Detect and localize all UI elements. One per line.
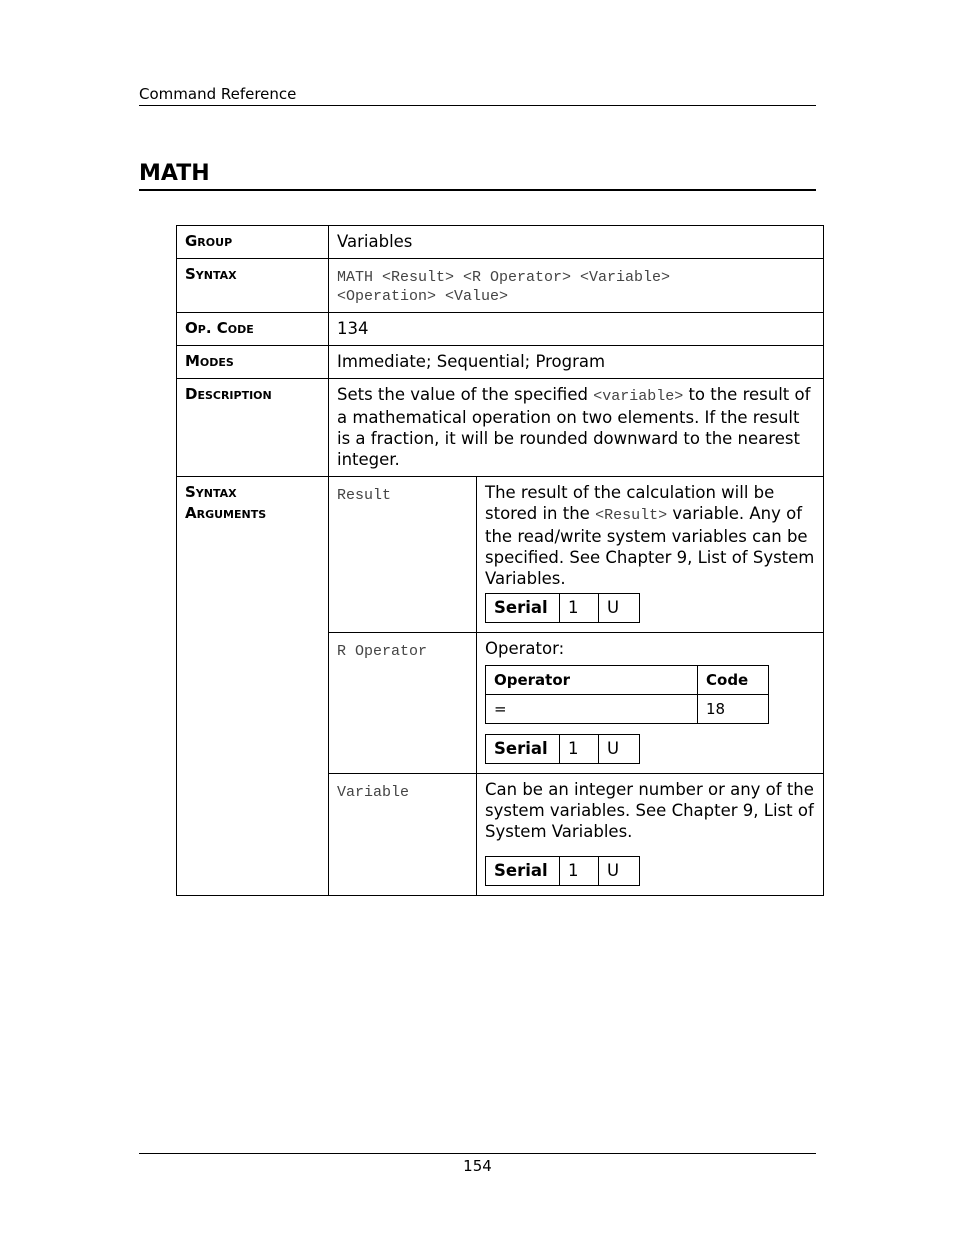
arg-description [477, 477, 824, 633]
serial-table [485, 734, 640, 764]
page-number: 154 [463, 1157, 492, 1175]
description-text-2: to the result of a mathematical operation on two elements. If the result is a fraction, it will be rounded downward to the nearest integer. [337, 385, 811, 469]
opcode-value: 134 [329, 313, 824, 346]
code-header: Code [698, 666, 769, 695]
arg-description-text: Can be an integer number or any of the system variables. See Chapter 9, List of System Variables. [485, 780, 814, 841]
syntax-arguments-label-line2: Arguments [185, 504, 267, 522]
arg-name: Result [329, 477, 477, 633]
serial-key: Serial [486, 735, 560, 764]
command-table [176, 225, 824, 896]
syntax-arguments-label-line1: Syntax [185, 483, 237, 501]
operator-cell: = [486, 695, 698, 724]
modes-row [177, 346, 824, 379]
group-label: Group [177, 226, 329, 259]
description-code: <variable> [593, 388, 684, 405]
syntax-line-1: MATH <Result> <R Operator> <Variable> [337, 269, 671, 286]
opcode-row [177, 313, 824, 346]
syntax-value [329, 259, 824, 313]
serial-table [485, 856, 640, 886]
operator-table [485, 665, 769, 724]
syntax-row [177, 259, 824, 313]
group-row [177, 226, 824, 259]
arg-description-text: Operator: [485, 639, 565, 658]
operator-header: Operator [486, 666, 698, 695]
running-header: Command Reference [139, 84, 816, 106]
page-title: MATH [139, 160, 816, 191]
description-row [177, 379, 824, 477]
operator-table-row [486, 695, 769, 724]
serial-value-2: U [599, 735, 640, 764]
code-cell: 18 [698, 695, 769, 724]
description-value [329, 379, 824, 477]
arg-desc-text-1: The result of the calculation will be stored in the [485, 483, 775, 523]
serial-value-2: U [599, 857, 640, 886]
description-text-1: Sets the value of the specified [337, 385, 594, 404]
serial-key: Serial [486, 594, 560, 623]
arg-name: Variable [329, 774, 477, 896]
description-label: Description [177, 379, 329, 477]
syntax-line-2: <Operation> <Value> [337, 288, 509, 305]
footer-divider [139, 1153, 816, 1154]
arg-description-text [485, 482, 815, 589]
arg-desc-text-2: variable. Any of the read/write system variables can be specified. See Chapter 9, List of System Variables. [485, 504, 815, 588]
arg-name: R Operator [329, 633, 477, 774]
group-value: Variables [329, 226, 824, 259]
arg-description [477, 633, 824, 774]
arg-desc-code: <Result> [595, 507, 668, 524]
serial-value-2: U [599, 594, 640, 623]
arg-row-result [177, 477, 824, 633]
syntax-arguments-label [177, 477, 329, 896]
modes-label: Modes [177, 346, 329, 379]
serial-key: Serial [486, 857, 560, 886]
serial-value-1: 1 [560, 857, 599, 886]
serial-value-1: 1 [560, 735, 599, 764]
arg-description [477, 774, 824, 896]
opcode-label: Op. Code [177, 313, 329, 346]
modes-value: Immediate; Sequential; Program [329, 346, 824, 379]
syntax-label: Syntax [177, 259, 329, 313]
serial-table [485, 593, 640, 623]
serial-value-1: 1 [560, 594, 599, 623]
operator-table-header [486, 666, 769, 695]
